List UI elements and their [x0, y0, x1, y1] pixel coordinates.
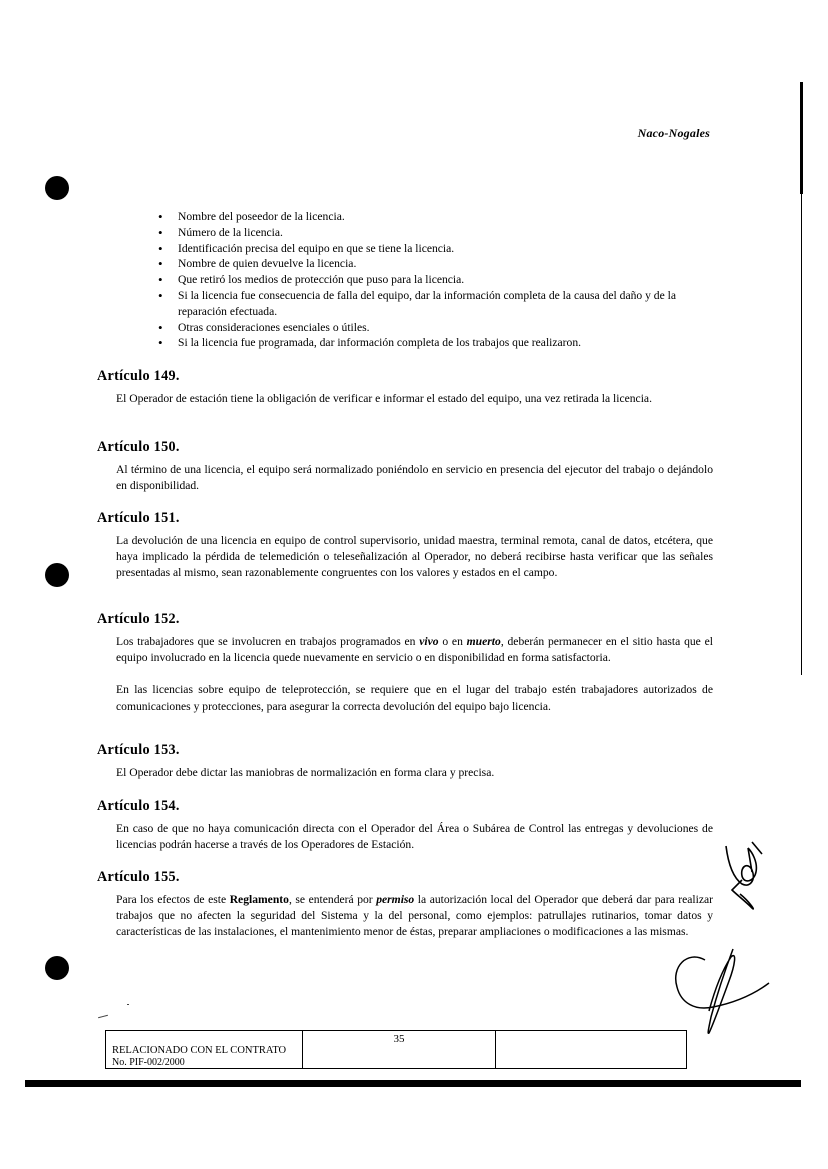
article-paragraph: Los trabajadores que se involucren en trabajos programados en vivo o en muerto, deberán permanecer en el sitio hasta que el equipo involucrado en la licencia quede nuevamente en servicio o en disponibilidad en forma satisfactoria.: [116, 635, 713, 665]
emphasis-muerto: muerto: [466, 635, 501, 648]
article-heading: Artículo 150.: [97, 439, 180, 455]
list-item: • Otras consideraciones esenciales o útiles.: [158, 320, 718, 336]
article-151: [97, 510, 713, 582]
margin-rule: [800, 82, 803, 194]
list-item: • Que retiró los medios de protección que puso para la licencia.: [158, 272, 718, 288]
bottom-rule: [25, 1080, 801, 1087]
footer-contract-cell: [106, 1031, 303, 1068]
article-155: [97, 869, 713, 941]
article-heading: Artículo 152.: [97, 611, 180, 627]
list-item: • Si la licencia fue programada, dar información completa de los trabajos que realizaron.: [158, 335, 718, 351]
article-heading: Artículo 149.: [97, 368, 180, 384]
contract-number: No. PIF-002/2000: [112, 1057, 185, 1068]
scan-mark: [98, 1015, 108, 1019]
margin-rule-thin: [801, 190, 802, 675]
list-item: • Identificación precisa del equipo en que se tiene la licencia.: [158, 241, 718, 257]
term-reglamento: Reglamento: [229, 893, 289, 906]
punch-hole-bottom: [45, 956, 69, 980]
requirements-list: [158, 209, 718, 351]
list-item: • Nombre del poseedor de la licencia.: [158, 209, 718, 225]
article-heading: Artículo 154.: [97, 798, 180, 814]
punch-hole-top: [45, 176, 69, 200]
main-signature: [665, 945, 775, 1040]
article-heading: Artículo 153.: [97, 742, 180, 758]
list-item: • Si la licencia fue consecuencia de falla del equipo, dar la información completa de la causa del daño y de la reparación efectuada.: [158, 288, 718, 320]
page-number: 35: [393, 1033, 405, 1045]
article-150: [97, 439, 713, 494]
article-paragraph: En caso de que no haya comunicación directa con el Operador del Área o Subárea de Control las entregas y devoluciones de licencias podrán hacerse a través de los Operadores de Estación.: [116, 822, 713, 852]
running-header: Naco-Nogales: [637, 126, 710, 140]
term-permiso: permiso: [376, 893, 415, 906]
punch-hole-middle: [45, 563, 69, 587]
article-paragraph: La devolución de una licencia en equipo de control supervisorio, unidad maestra, terminal remota, canal de datos, etcétera, que haya implicado la pérdida de telemedición o teleseñalización al Operador, no deberá recibirse hasta verificar que las señales presentadas al mismo, sean razonablemente congruentes con los valores y estados en el campo.: [116, 534, 713, 580]
article-heading: Artículo 151.: [97, 510, 180, 526]
article-153: [97, 742, 713, 781]
footer-page-cell: [303, 1031, 496, 1068]
initials-signature: [722, 832, 772, 912]
article-paragraph: El Operador debe dictar las maniobras de normalización en forma clara y precisa.: [116, 766, 495, 779]
article-heading: Artículo 155.: [97, 869, 180, 885]
article-paragraph: Al término de una licencia, el equipo será normalizado poniéndolo en servicio en presencia del ejecutor del trabajo o dejándolo en disponibilidad.: [116, 463, 713, 493]
contract-label: RELACIONADO CON EL CONTRATO: [112, 1045, 287, 1056]
article-paragraph: El Operador de estación tiene la obligación de verificar e informar el estado del equipo, una vez retirada la licencia.: [116, 392, 652, 405]
emphasis-vivo: vivo: [419, 635, 439, 648]
article-152: [97, 611, 713, 715]
article-paragraph: Para los efectos de este Reglamento, se entenderá por permiso la autorización local del Operador que deberá dar para realizar trabajos que no afecten la seguridad del Sistema y la del personal, como ejemplos: patrullajes rutinarios, tomar datos y características de las instalaciones, el mantenimiento menor de éstas, preparar ampliaciones o modificaciones a las mismas.: [116, 893, 714, 939]
list-item: • Número de la licencia.: [158, 225, 718, 241]
article-149: [97, 368, 713, 407]
list-item: • Nombre de quien devuelve la licencia.: [158, 256, 718, 272]
footer-empty-cell: [496, 1031, 686, 1068]
article-paragraph: En las licencias sobre equipo de teleprotección, se requiere que en el lugar del trabajo estén trabajadores autorizados de comunicaciones y protecciones, para asegurar la correcta devolución del equipo bajo licencia.: [116, 683, 713, 713]
article-154: [97, 798, 713, 853]
scan-mark: [127, 1004, 129, 1005]
footer-table: [105, 1030, 687, 1069]
